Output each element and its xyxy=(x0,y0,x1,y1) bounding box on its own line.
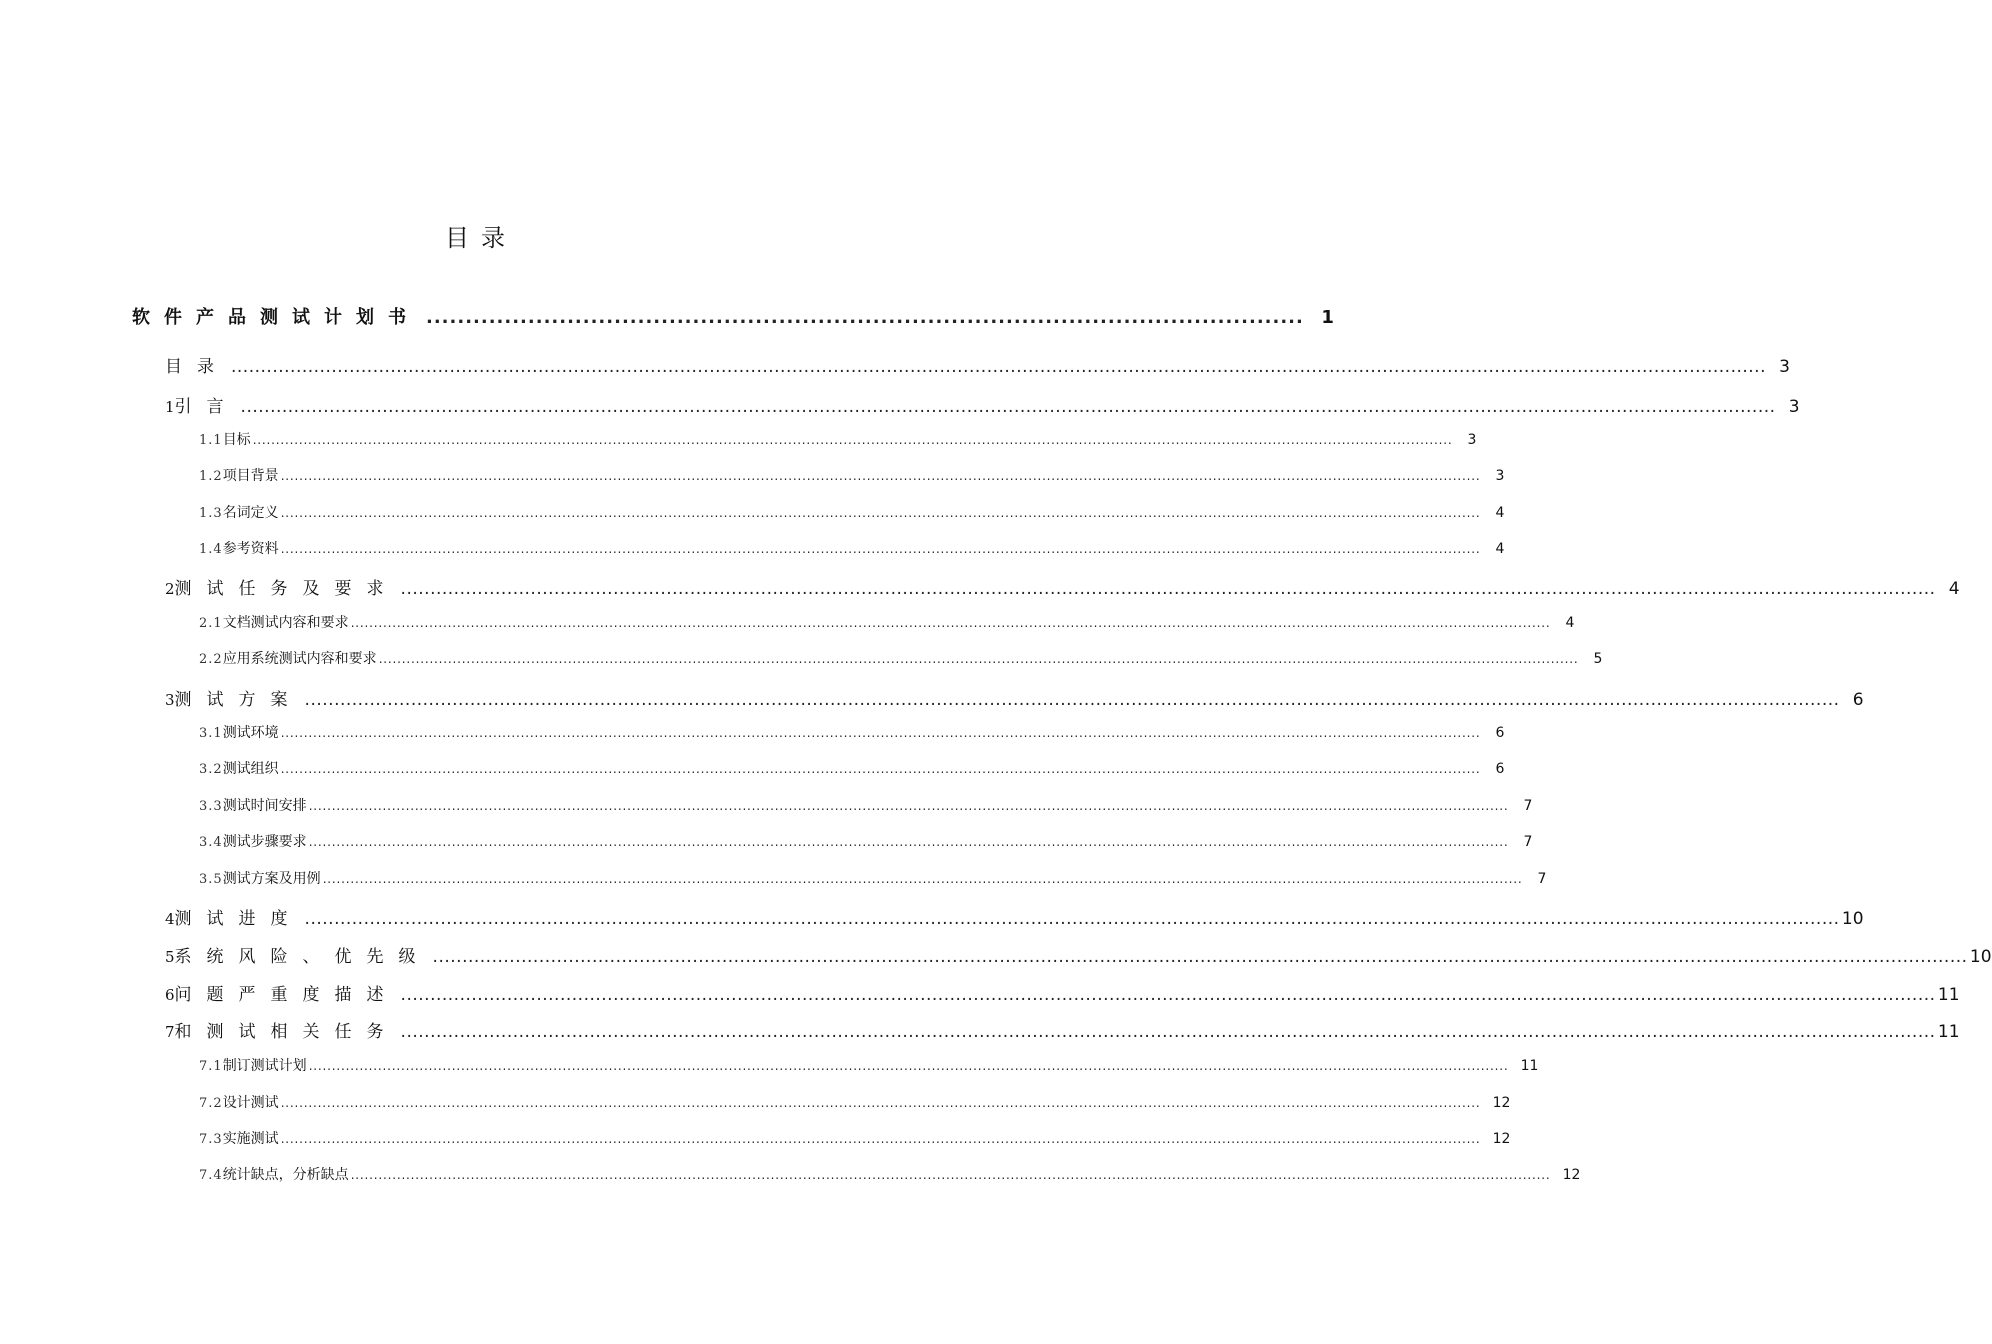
toc-entry-label: 名词定义 xyxy=(222,505,279,521)
toc-leader-dots: .................................................................................................................................................................................................................................................................... xyxy=(280,1132,1481,1146)
toc-leader-dots: .................................................................................................................................................................................................................................................................... xyxy=(231,357,1766,377)
toc-entry-label: 制订测试计划 xyxy=(222,1058,307,1074)
toc-entry-page-number: 10 xyxy=(1841,909,1864,929)
toc-main-entry[interactable] xyxy=(132,303,1334,329)
toc-leader-dots: .................................................................................................................................................................................................................................................................... xyxy=(280,542,1481,556)
toc-entry-number: 3.3 xyxy=(199,799,223,814)
toc-leader-dots: .................................................................................................................................................................................................................................................................... xyxy=(280,1096,1481,1110)
toc-leader-dots: .................................................................................................................................................................................................................................................................... xyxy=(350,616,1551,630)
toc-section-entry[interactable] xyxy=(199,722,1505,742)
toc-entry-label: 测试环境 xyxy=(222,725,279,741)
toc-leader-dots: .................................................................................................................................................................................................................................................................... xyxy=(252,433,1453,447)
toc-entry-label: 项目背景 xyxy=(222,468,279,484)
toc-entry-label: 问题严重度描述 xyxy=(174,985,399,1005)
toc-section-entry[interactable] xyxy=(199,465,1505,485)
toc-entry-label: 测试时间安排 xyxy=(222,798,307,814)
toc-entry-number: 2.1 xyxy=(199,616,223,631)
toc-leader-dots: .................................................................................................................................................................................................................................................................... xyxy=(350,1168,1551,1182)
toc-entry-number: 7 xyxy=(165,1023,175,1041)
toc-entry-page-number: 6 xyxy=(1852,690,1864,710)
toc-section-entry[interactable] xyxy=(199,795,1533,815)
toc-section-entry[interactable] xyxy=(199,538,1505,558)
toc-leader-dots: .................................................................................................................................................................................................................................................................... xyxy=(280,506,1481,520)
toc-entry-page-number: 6 xyxy=(1495,761,1505,777)
toc-entry-page-number: 11 xyxy=(1937,1022,1960,1042)
toc-entry-number: 1.3 xyxy=(199,506,223,521)
toc-entry-label: 测试方案 xyxy=(174,690,303,710)
toc-entry-page-number: 6 xyxy=(1495,725,1505,741)
toc-entry-page-number: 12 xyxy=(1492,1131,1511,1147)
toc-leader-dots: .................................................................................................................................................................................................................................................................... xyxy=(400,985,1936,1005)
toc-entry-label: 系统风险、优先级 xyxy=(174,947,431,967)
toc-entry-label: 目录 xyxy=(165,357,229,377)
toc-entry-number: 3.2 xyxy=(199,762,223,777)
toc-leader-dots: .................................................................................................................................................................................................................................................................... xyxy=(280,726,1481,740)
toc-entry-number: 5 xyxy=(165,948,175,966)
toc-entry-number: 1.4 xyxy=(199,542,223,557)
toc-section-entry[interactable] xyxy=(199,868,1547,888)
toc-entry-number: 6 xyxy=(165,986,175,1004)
toc-leader-dots: .................................................................................................................................................................................................................................................................... xyxy=(308,1059,1509,1073)
toc-entry-number: 7.2 xyxy=(199,1096,223,1111)
toc-chapter-entry[interactable] xyxy=(165,942,1992,967)
toc-entry-label: 和测试相关任务 xyxy=(174,1022,399,1042)
toc-chapter-entry[interactable] xyxy=(165,1017,1960,1042)
toc-section-entry[interactable] xyxy=(199,612,1575,632)
toc-entry-label: 设计测试 xyxy=(222,1095,279,1111)
toc-entry-number: 4 xyxy=(165,910,175,928)
toc-entry-page-number: 7 xyxy=(1537,871,1547,887)
toc-entry-number: 7.3 xyxy=(199,1132,223,1147)
toc-entry-label: 测试步骤要求 xyxy=(222,834,307,850)
toc-leader-dots: .................................................................................................................................................................................................................................................................... xyxy=(240,397,1776,417)
toc-leader-dots: .................................................................................................................................................................................................................................................................... xyxy=(432,947,1968,967)
toc-leader-dots: .................................................................................................................................................................................................................................................................... xyxy=(400,1022,1936,1042)
toc-entry-number: 1 xyxy=(165,398,175,416)
toc-leader-dots: .................................................................................................................................................................................................................................................................... xyxy=(378,652,1579,666)
toc-entry-label: 统计缺点，分析缺点 xyxy=(222,1167,349,1183)
toc-entry-label: 测试任务及要求 xyxy=(174,579,399,599)
toc-entry-label: 应用系统测试内容和要求 xyxy=(222,651,377,667)
toc-entry-label: 参考资料 xyxy=(222,541,279,557)
toc-entry-page-number: 7 xyxy=(1523,834,1533,850)
toc-entry-page-number: 4 xyxy=(1495,505,1505,521)
toc-entry-number: 2 xyxy=(165,580,175,598)
toc-entry-number: 3.1 xyxy=(199,726,223,741)
toc-entry-number: 3.4 xyxy=(199,835,223,850)
toc-entry-label: 目标 xyxy=(222,432,251,448)
toc-entry-page-number: 12 xyxy=(1562,1167,1581,1183)
toc-entry-page-number: 4 xyxy=(1948,579,1960,599)
toc-entry-label: 文档测试内容和要求 xyxy=(222,615,349,631)
toc-leader-dots: .................................................................................................................................................................................................................................................................... xyxy=(304,909,1840,929)
toc-entry-number: 7.1 xyxy=(199,1059,223,1074)
toc-entry-label: 测试进度 xyxy=(174,909,303,929)
toc-entry-page-number: 3 xyxy=(1788,397,1800,417)
toc-entry-label: 实施测试 xyxy=(222,1131,279,1147)
toc-entry-number: 2.2 xyxy=(199,652,223,667)
toc-leader-dots: .................................................................................................................................................................................................................................................................... xyxy=(280,469,1481,483)
toc-chapter-entry[interactable] xyxy=(165,352,1790,377)
toc-entry-page-number: 5 xyxy=(1593,651,1603,667)
toc-chapter-entry[interactable] xyxy=(165,574,1960,599)
toc-leader-dots: .................................................................................................................................................................................................................................................................... xyxy=(304,690,1840,710)
toc-entry-label: 测试组织 xyxy=(222,761,279,777)
toc-entry-page-number: 3 xyxy=(1495,468,1505,484)
toc-entry-page-number: 3 xyxy=(1467,432,1477,448)
toc-entry-page-number: 10 xyxy=(1969,947,1992,967)
toc-entry-label: 测试方案及用例 xyxy=(222,871,321,887)
toc-section-entry[interactable] xyxy=(199,648,1603,668)
toc-leader-dots: .................................................................................................................................................................................................................................................................... xyxy=(322,872,1523,886)
toc-leader-dots: ................................................................................................................ xyxy=(426,307,1304,328)
toc-chapter-entry[interactable] xyxy=(165,904,1864,929)
toc-entry-page-number: 11 xyxy=(1937,985,1960,1005)
toc-section-entry[interactable] xyxy=(199,831,1533,851)
toc-leader-dots: .................................................................................................................................................................................................................................................................... xyxy=(308,799,1509,813)
toc-entry-page-number: 3 xyxy=(1779,357,1790,377)
toc-section-entry[interactable] xyxy=(199,758,1505,778)
toc-entry-number: 1.1 xyxy=(199,433,223,448)
toc-main-entry-page: 1 xyxy=(1321,307,1334,328)
toc-chapter-entry[interactable] xyxy=(165,980,1960,1005)
toc-section-entry[interactable] xyxy=(199,1164,1581,1184)
toc-entry-page-number: 11 xyxy=(1520,1058,1539,1074)
toc-leader-dots: .................................................................................................................................................................................................................................................................... xyxy=(308,835,1509,849)
toc-chapter-entry[interactable] xyxy=(165,685,1864,710)
toc-entry-number: 1.2 xyxy=(199,469,223,484)
toc-section-entry[interactable] xyxy=(199,502,1505,522)
toc-entry-number: 3 xyxy=(165,691,175,709)
toc-entry-page-number: 4 xyxy=(1565,615,1575,631)
toc-chapter-entry[interactable] xyxy=(165,392,1800,417)
toc-entry-number: 7.4 xyxy=(199,1168,223,1183)
toc-entry-label: 引言 xyxy=(174,397,239,417)
toc-entry-page-number: 4 xyxy=(1495,541,1505,557)
toc-leader-dots: .................................................................................................................................................................................................................................................................... xyxy=(280,762,1481,776)
toc-leader-dots: .................................................................................................................................................................................................................................................................... xyxy=(400,579,1936,599)
toc-entry-page-number: 7 xyxy=(1523,798,1533,814)
toc-entry-page-number: 12 xyxy=(1492,1095,1511,1111)
toc-entry-number: 3.5 xyxy=(199,872,223,887)
toc-section-entry[interactable] xyxy=(199,1128,1511,1148)
toc-section-entry[interactable] xyxy=(199,1092,1511,1112)
toc-heading: 目录 xyxy=(445,224,517,252)
toc-section-entry[interactable] xyxy=(199,1055,1539,1075)
toc-main-entry-label: 软件产品测试计划书 xyxy=(132,307,420,328)
toc-section-entry[interactable] xyxy=(199,429,1477,449)
